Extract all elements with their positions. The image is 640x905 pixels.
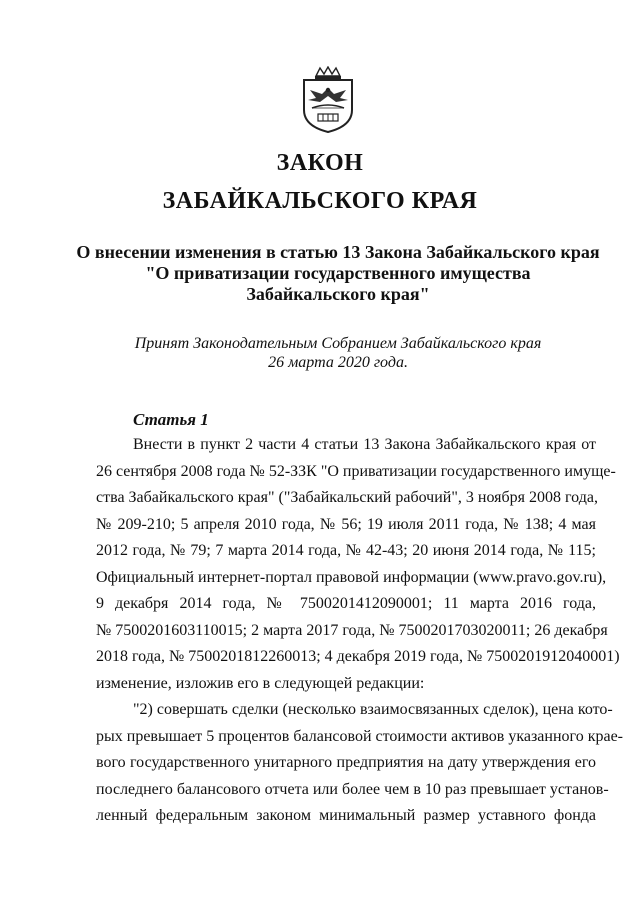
adoption-date: 26 марта 2020 года. <box>268 354 408 371</box>
text-line: № 7500201603110015; 2 марта 2017 года, № 7500201703020011; 26 декабря <box>96 621 608 639</box>
paragraph <box>96 697 623 830</box>
law-title: ЗАКОН <box>276 150 364 176</box>
text-line: № 209-210; 5 апреля 2010 года, № 56; 19 июля 2011 года, № 138; 4 мая <box>96 515 596 533</box>
coat-of-arms-icon <box>298 66 358 134</box>
text-line: 9 декабря 2014 года, № 7500201412090001; 11 марта 2016 года, <box>96 595 596 612</box>
text-line: изменение, изложив его в следующей редакции: <box>96 674 425 692</box>
text-line: Официальный интернет-портал правовой информации (www.pravo.gov.ru), <box>96 568 607 586</box>
text-line: "2) совершать сделки (несколько взаимосвязанных сделок), цена кото- <box>133 701 613 718</box>
adoption-note <box>60 334 616 372</box>
text-line: последнего балансового отчета или более чем в 10 раз превышает установ- <box>96 780 609 798</box>
text-line: рых превышает 5 процентов балансовой стоимости активов указанного крае- <box>96 727 623 745</box>
text-line: 26 сентября 2008 года № 52-ЗЗК "О приватизации государственного имуще- <box>96 462 616 480</box>
article-heading: Статья 1 <box>133 410 209 429</box>
adoption-line: Принят Законодательным Собранием Забайкальского края <box>134 335 542 352</box>
subject-line: О внесении изменения в статью 13 Закона Забайкальского края <box>76 242 600 262</box>
subject-line: Забайкальского края" <box>246 284 430 304</box>
law-subject <box>60 242 616 305</box>
subject-line: "О приватизации государственного имущества <box>145 263 531 283</box>
article-body <box>96 432 623 830</box>
text-line: 2012 года, № 79; 7 марта 2014 года, № 42-43; 20 июня 2014 года, № 115; <box>96 542 596 559</box>
paragraph <box>96 432 620 697</box>
text-line: ленный федеральным законом минимальный размер уставного фонда <box>96 807 596 824</box>
text-line: Внести в пункт 2 части 4 статьи 13 Закона Забайкальского края от <box>133 436 596 453</box>
text-line: ства Забайкальского края" ("Забайкальский рабочий", 3 ноября 2008 года, <box>96 489 598 506</box>
text-line: вого государственного унитарного предприятия на дату утверждения его <box>96 754 596 771</box>
region-title: ЗАБАЙКАЛЬСКОГО КРАЯ <box>162 188 478 214</box>
text-line: 2018 года, № 7500201812260013; 4 декабря 2019 года, № 7500201912040001) <box>96 648 620 665</box>
